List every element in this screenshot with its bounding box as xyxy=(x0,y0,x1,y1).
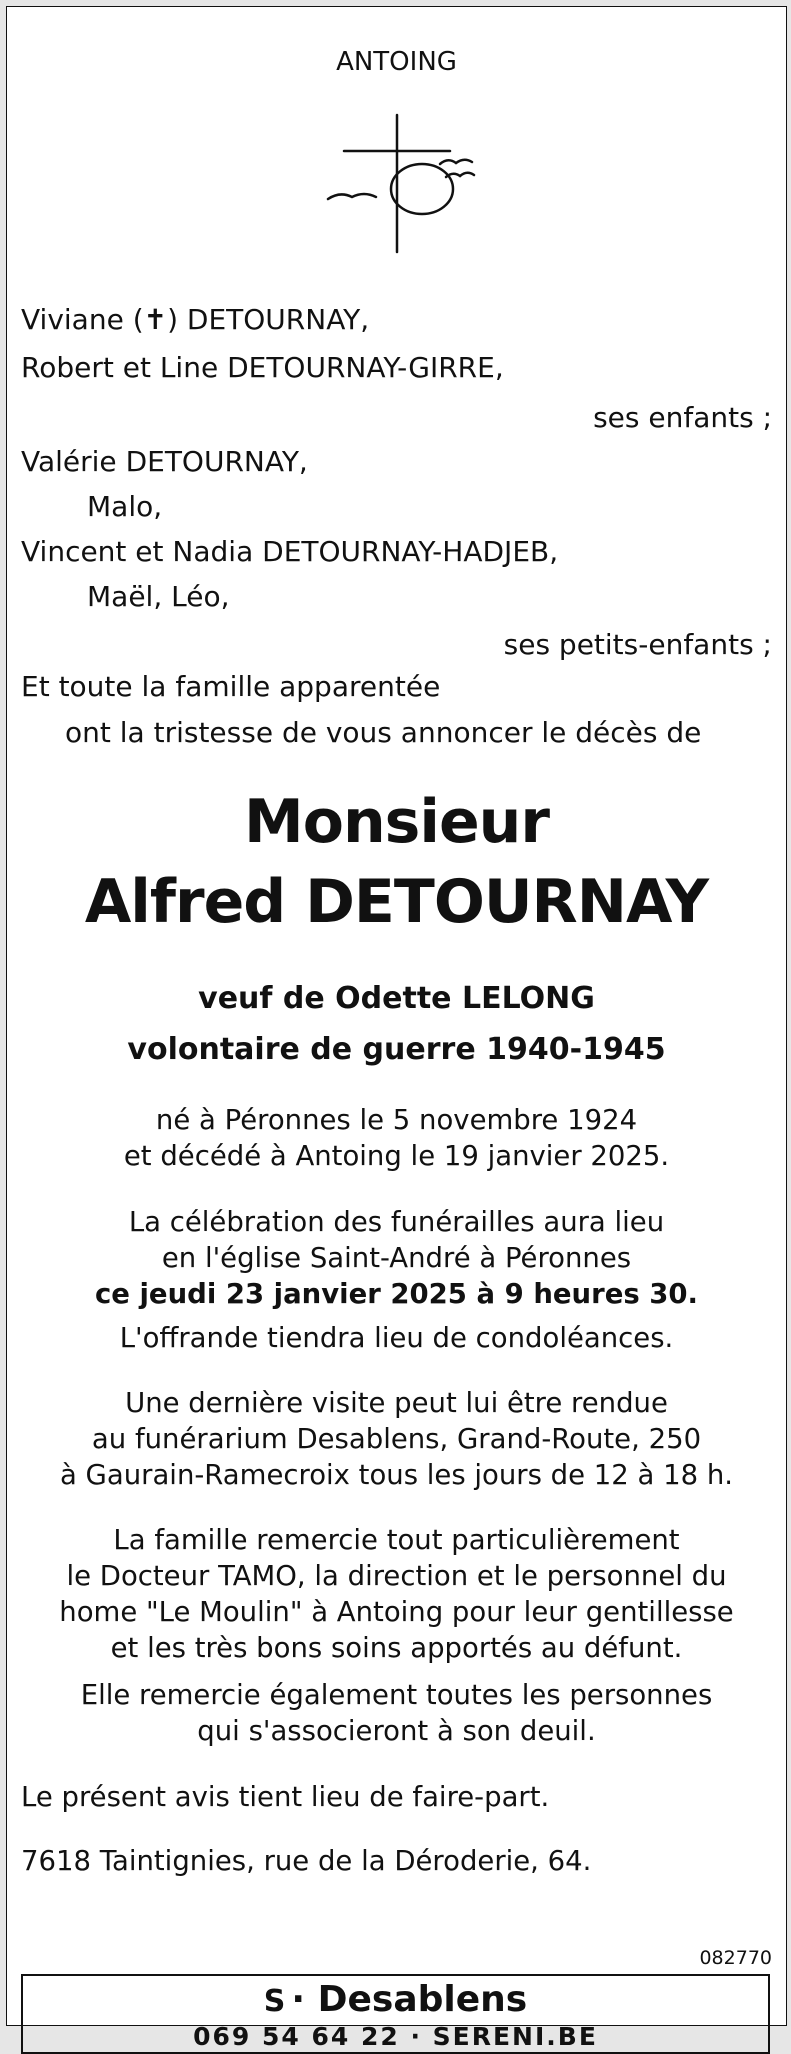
family-member-line: Valérie DETOURNAY, xyxy=(21,445,308,478)
widower-line: veuf de Odette LELONG xyxy=(198,981,595,1016)
thanks-line: et les très bons soins apportés au défunt. xyxy=(110,1632,683,1664)
funeral-home-footer xyxy=(21,1974,770,2054)
volunteer-line: volontaire de guerre 1940-1945 xyxy=(127,1032,666,1067)
funeral-home-logo xyxy=(23,1980,768,2022)
family-member-line: Et toute la famille apparentée xyxy=(21,670,441,703)
offering-line: L'offrande tiendra lieu de condoléances. xyxy=(119,1322,674,1354)
family-role: ses petits-enfants ; xyxy=(503,628,772,661)
address-line: 7618 Taintignies, rue de la Déroderie, 64. xyxy=(21,1845,592,1877)
reference-number: 082770 xyxy=(699,1947,772,1969)
obituary-notice xyxy=(6,6,787,2051)
cross-sun-birds-icon xyxy=(322,107,482,257)
city-heading: ANTOING xyxy=(336,47,457,77)
visit-line: au funérarium Desablens, Grand-Route, 250 xyxy=(91,1423,702,1455)
thanks-line: Elle remercie également toutes les personnes xyxy=(80,1679,713,1711)
family-member-line: Malo, xyxy=(87,490,163,523)
funeral-home-contact: 069 54 64 22 · SERENI.BE xyxy=(193,2022,598,2051)
family-member-line: Maël, Léo, xyxy=(87,580,230,613)
logo-letter: S xyxy=(263,1984,286,2019)
thanks-line: home "Le Moulin" à Antoing pour leur gentillesse xyxy=(59,1596,734,1628)
ceremony-line: en l'église Saint-André à Péronnes xyxy=(161,1242,632,1274)
birth-line: né à Péronnes le 5 novembre 1924 xyxy=(155,1104,638,1136)
family-member-line: Robert et Line DETOURNAY-GIRRE, xyxy=(21,351,504,384)
notice-line: Le présent avis tient lieu de faire-part. xyxy=(21,1781,550,1813)
deceased-title: Monsieur xyxy=(244,787,549,857)
ceremony-date: ce jeudi 23 janvier 2025 à 9 heures 30. xyxy=(94,1278,699,1310)
logo-separator: · xyxy=(291,1979,306,2020)
family-member-line: Viviane (✝) DETOURNAY, xyxy=(21,303,370,336)
death-line: et décédé à Antoing le 19 janvier 2025. xyxy=(123,1140,670,1172)
deceased-name: Alfred DETOURNAY xyxy=(84,867,709,937)
ceremony-line: La célébration des funérailles aura lieu xyxy=(128,1206,665,1238)
thanks-line: le Docteur TAMO, la direction et le personnel du xyxy=(66,1560,727,1592)
visit-line: à Gaurain-Ramecroix tous les jours de 12 à 18 h. xyxy=(59,1459,734,1491)
thanks-line: La famille remercie tout particulièrement xyxy=(113,1524,680,1556)
announcement-line: ont la tristesse de vous annoncer le décès de xyxy=(65,716,702,749)
thanks-line: qui s'associeront à son deuil. xyxy=(197,1715,596,1747)
visit-line: Une dernière visite peut lui être rendue xyxy=(125,1387,668,1419)
funeral-home-name: Desablens xyxy=(317,1979,528,2020)
family-member-line: Vincent et Nadia DETOURNAY-HADJEB, xyxy=(21,535,559,568)
family-role: ses enfants ; xyxy=(593,401,772,434)
